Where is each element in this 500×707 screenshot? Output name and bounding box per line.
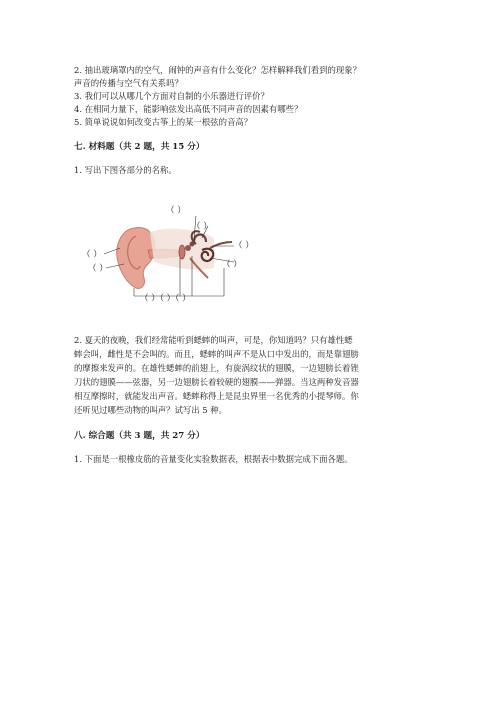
section-8-question-1: 1. 下面是一根橡皮筋的音量变化实验数据表，根据表中数据完成下面各题。 [74,454,353,464]
label-bottom-row: （ ）（ ）（ ） [140,294,191,304]
section-8-heading: 八. 综合题（共 3 题，共 27 分） [74,431,205,441]
section-7-question-2-line-5: 相互摩擦时，就能发出声音。蟋蟀称得上是昆虫界里一名优秀的小提琴师。你 [74,391,359,401]
label-top: （ ） [166,206,186,216]
section-7-question-2-line-3: 的摩擦来发声的。在雄性蟋蟀的前翅上，有旋涡纹状的翅膜，一边翅膀长着锉 [74,363,359,373]
label-mid-right: （ ） [222,260,242,270]
section-7-question-2-line-6: 还听见过哪些动物的叫声？试写出 5 种。 [74,405,228,415]
section-7-question-2-line-2: 蟀会叫，雌性是不会叫的。而且，蟋蟀的叫声不是从口中发出的，而是靠翅膀 [74,349,359,359]
question-2-line-1: 2. 抽出玻璃罩内的空气，闹钟的声音有什么变化？怎样解释我们看到的现象？ [74,65,362,75]
section-7-question-2-line-1: 2. 夏天的夜晚，我们经常能听到蟋蟀的叫声，可是，你知道吗？只有雄性蟋 [74,335,353,345]
section-7-question-1: 1. 写出下图各部分的名称。 [74,165,177,175]
question-2-line-2: 声音的传播与空气有关系吗？ [74,78,183,88]
question-5: 5. 简单说说如何改变古筝上的某一根弦的音高？ [74,117,253,127]
label-left-upper: （ ） [82,250,102,260]
ear-diagram [84,198,284,308]
label-right: （ ） [234,241,254,251]
question-4: 4. 在相同力量下，能影响弦发出高低不同声音的因素有哪些？ [74,104,303,114]
section-7-question-2-line-4: 刀状的翅膜——弦器，另一边翅膀长着较硬的翅膜——弹器。当这两种发音器 [74,377,359,387]
section-7-heading: 七. 材料题（共 2 题，共 15 分） [74,142,205,152]
label-upper-right: （ ） [192,222,212,232]
label-left-lower: （ ） [88,264,108,274]
question-3: 3. 我们可以从哪几个方面对自制的小乐器进行评价？ [74,91,269,101]
